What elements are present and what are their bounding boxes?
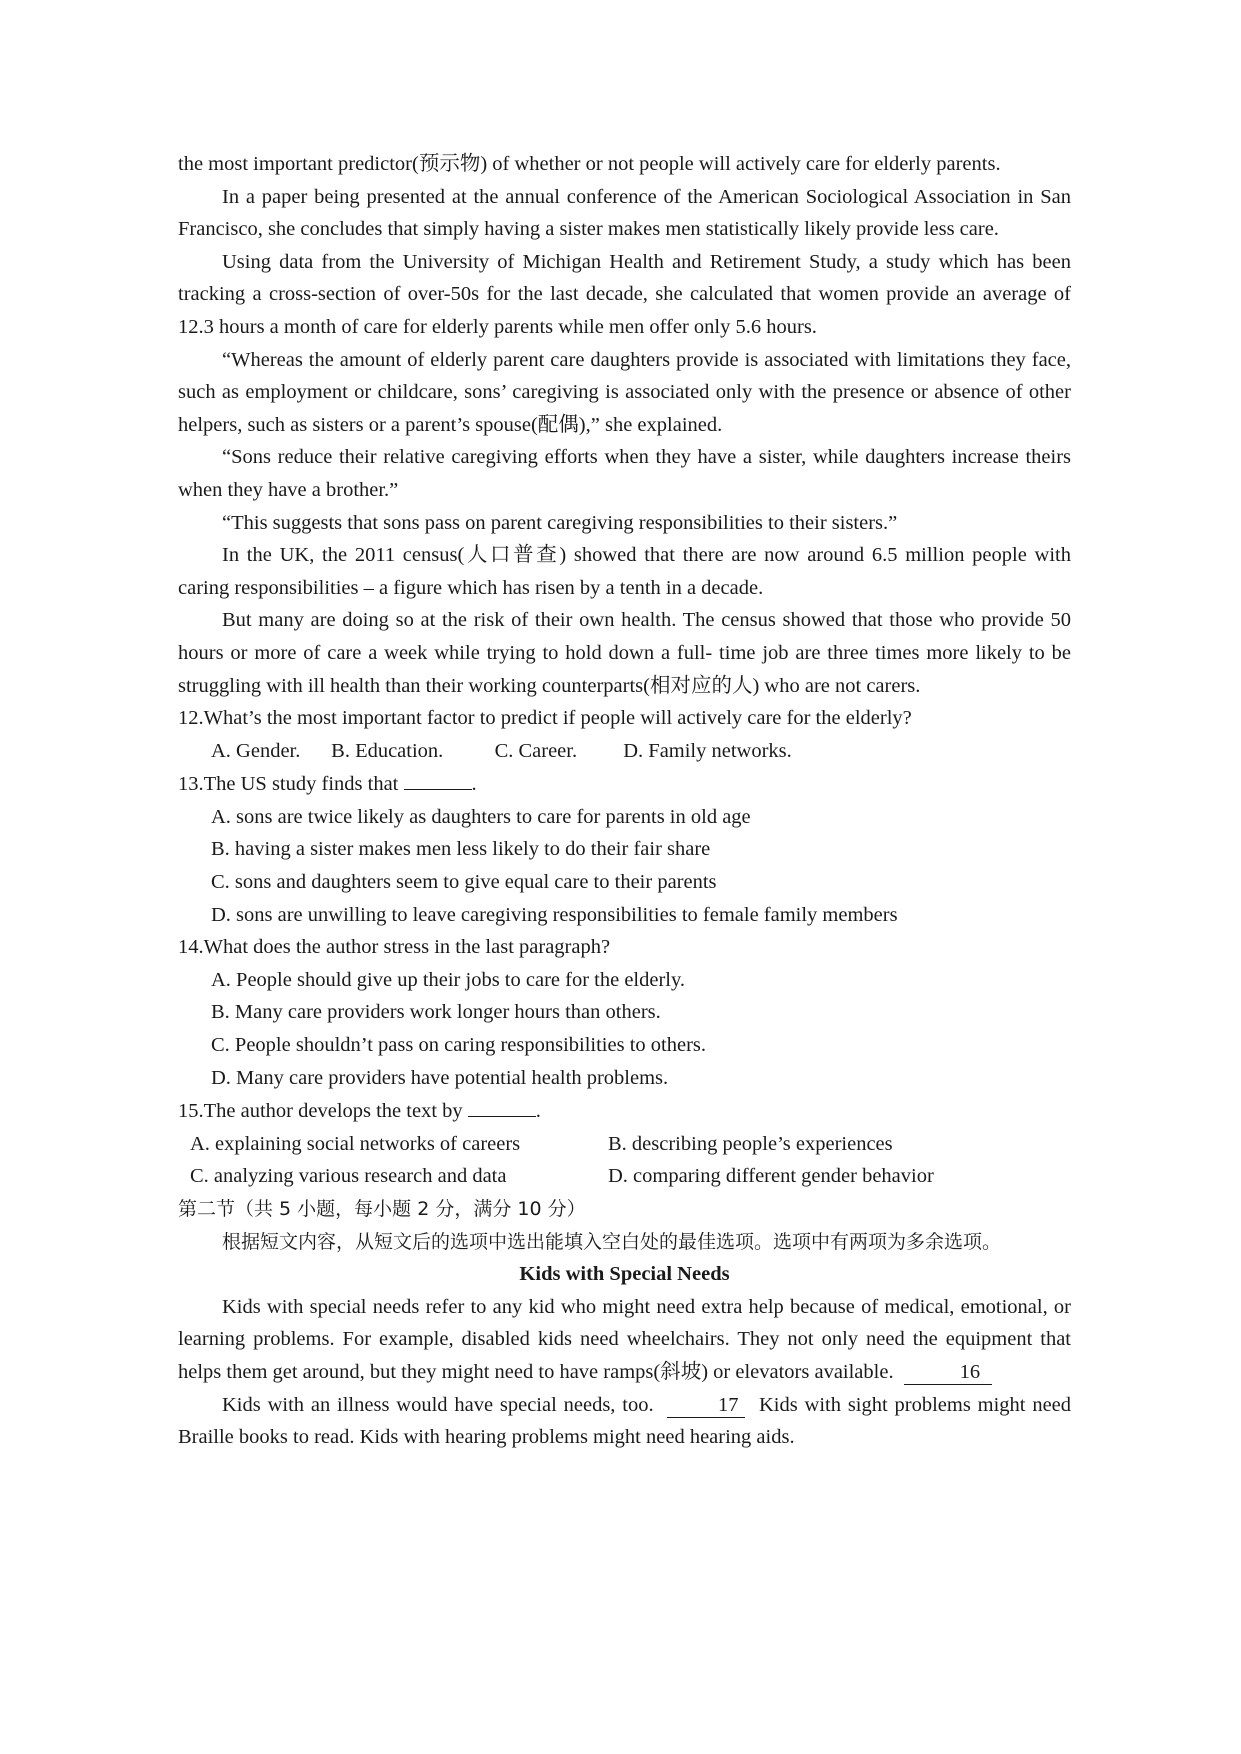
question-stem-line	[178, 767, 1071, 801]
option-c: C. People shouldn’t pass on caring responsibilities to others.	[211, 1034, 706, 1057]
blank-16[interactable]: 16	[904, 1360, 992, 1385]
question-stem-end: .	[471, 773, 477, 796]
paragraph-text-a: Kids with an illness would have special needs, too.	[222, 1393, 654, 1416]
passage-paragraph-kids-1	[178, 1291, 1071, 1389]
question-12	[178, 702, 1071, 767]
question-14	[178, 931, 1071, 1094]
question-stem: 13.The US study finds that	[178, 773, 399, 796]
option-d: D. Family networks.	[623, 739, 792, 762]
blank-17[interactable]: 17	[667, 1393, 745, 1418]
option-c: C. sons and daughters seem to give equal care to their parents	[211, 871, 717, 894]
option-b: B. Education.	[331, 739, 444, 762]
passage-paragraph-0: the most important predictor(预示物) of whether or not people will actively care for elderly parents.	[178, 153, 1001, 175]
option-b: B. having a sister makes men less likely to do their fair share	[211, 838, 711, 861]
paragraph-text: Kids with special needs refer to any kid who might need extra help because of medical, emotional, or learning problems. For example, disabled kids need wheelchairs. They not only need the equipment that helps them get around, but they might need to have ramps(斜坡) or elevators available.	[178, 1295, 1071, 1383]
option-a: A. Gender.	[211, 739, 301, 762]
section-heading: 第二节（共 5 小题，每小题 2 分，满分 10 分）	[178, 1198, 586, 1220]
question-stem-end: .	[535, 1100, 541, 1123]
option-row-2	[178, 1160, 1071, 1193]
option-d: D. sons are unwilling to leave caregiving responsibilities to female family members	[211, 903, 898, 926]
question-stem-line	[178, 1094, 1071, 1128]
answer-blank[interactable]	[468, 1094, 536, 1117]
passage-paragraph-4: “Sons reduce their relative caregiving efforts when they have a sister, while daughters increase theirs when they have a brother.”	[178, 446, 1071, 501]
question-stem: 14.What does the author stress in the last paragraph?	[178, 936, 611, 959]
option-c: C. analyzing various research and data	[190, 1165, 507, 1188]
question-13	[178, 767, 1071, 931]
option-a: A. People should give up their jobs to care for the elderly.	[211, 968, 686, 991]
option-d: D. Many care providers have potential health problems.	[211, 1066, 669, 1089]
question-stem: 12.What’s the most important factor to predict if people will actively care for the elderly?	[178, 707, 912, 730]
passage-paragraph-5: “This suggests that sons pass on parent caregiving responsibilities to their sisters.”	[222, 511, 898, 534]
question-15	[178, 1094, 1071, 1193]
option-d: D. comparing different gender behavior	[608, 1165, 934, 1188]
option-a: A. explaining social networks of careers	[190, 1132, 521, 1155]
option-a: A. sons are twice likely as daughters to care for parents in old age	[211, 805, 751, 828]
option-c: C. Career.	[494, 739, 578, 762]
paragraph-text-b: Kids with sight problems might need Braille books to read. Kids with hearing problems might need hearing aids.	[178, 1393, 1072, 1449]
passage-paragraph-1: In a paper being presented at the annual conference of the American Sociological Association in San Francisco, she concludes that simply having a sister makes men statistically likely provide less care.	[178, 185, 1071, 241]
passage-title: Kids with Special Needs	[519, 1263, 730, 1286]
option-b: B. Many care providers work longer hours than others.	[211, 1001, 661, 1024]
passage-paragraph-3: “Whereas the amount of elderly parent care daughters provide is associated with limitations they face, such as employment or childcare, sons’ caregiving is associated only with the presence or absence of other helpers, such as sisters or a parent’s spouse(配偶),” she explained.	[178, 348, 1071, 436]
question-stem: 15.The author develops the text by	[178, 1100, 463, 1123]
option-row-1	[178, 1128, 1071, 1161]
question-options-row	[178, 735, 1071, 768]
passage-paragraph-kids-2	[178, 1389, 1071, 1454]
answer-blank[interactable]	[404, 767, 472, 790]
option-b: B. describing people’s experiences	[608, 1132, 893, 1155]
passage-paragraph-6: In the UK, the 2011 census(人口普查) showed that there are now around 6.5 million people with caring responsibilities – a figure which has risen by a tenth in a decade.	[178, 544, 1071, 599]
section-instruction: 根据短文内容，从短文后的选项中选出能填入空白处的最佳选项。选项中有两项为多余选项。	[222, 1230, 1002, 1253]
passage-paragraph-2: Using data from the University of Michigan Health and Retirement Study, a study which has been tracking a cross-section of over-50s for the last decade, she calculated that women provide an average of 12.3 hours a month of care for elderly parents while men offer only 5.6 hours.	[178, 250, 1071, 338]
exam-page	[178, 148, 1071, 1454]
passage-paragraph-7: But many are doing so at the risk of their own health. The census showed that those who provide 50 hours or more of care a week while trying to hold down a full- time job are three times more likely to be struggling with ill health than their working counterparts(相对应的人) who are not carers.	[178, 609, 1071, 697]
